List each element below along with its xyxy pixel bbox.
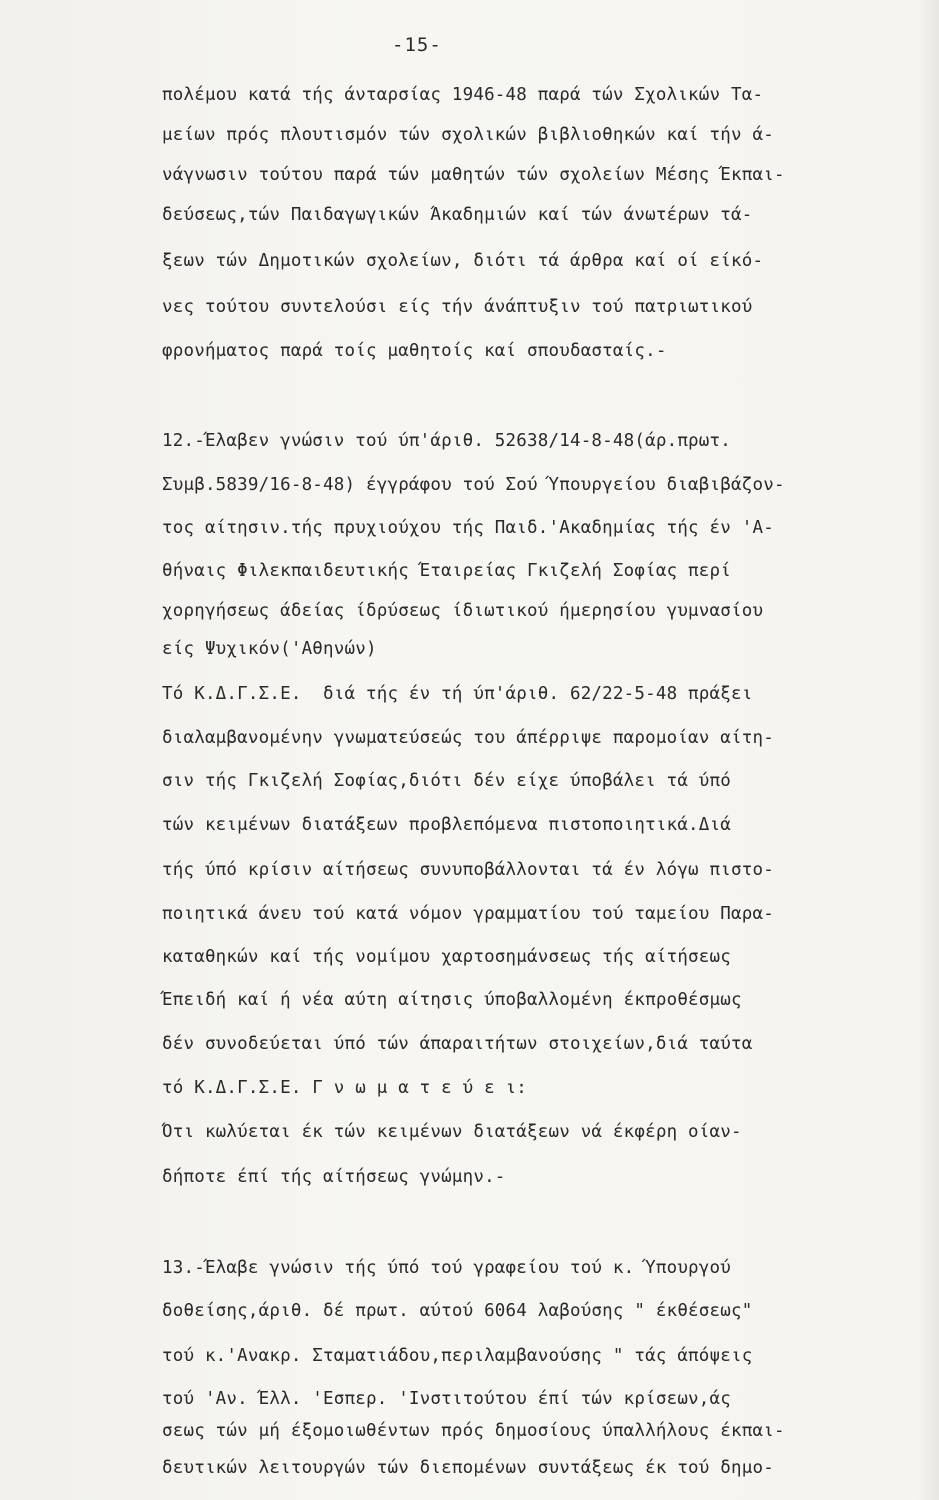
text-line: νάγνωσιν τούτου παρά τών μαθητών τών σχολείων Μέσης Έκπαι- xyxy=(162,165,785,185)
text-line: χορηγήσεως άδείας ίδρύσεως ίδιωτικού ήμερησίου γυμνασίου xyxy=(162,601,764,621)
text-line: Ότι κωλύεται έκ τών κειμένων διατάξεων νά έκφέρη οίαν- xyxy=(162,1122,742,1142)
text-line: δεύσεως,τών Παιδαγωγικών Άκαδημιών καί τών άνωτέρων τά- xyxy=(162,205,753,225)
text-line: 12.-Έλαβεν γνώσιν τού ύπ'άριθ. 52638/14-8-48(άρ.πρωτ. xyxy=(162,431,732,451)
text-line: ξεων τών Δημοτικών σχολείων, διότι τά άρθρα καί οί είκό- xyxy=(162,251,764,271)
text-line: μείων πρός πλουτισμόν τών σχολικών βιβλιοθηκών καί τήν ά- xyxy=(162,125,774,145)
text-line: πολέμου κατά τής άνταρσίας 1946-48 παρά τών Σχολικών Τα- xyxy=(162,85,764,105)
text-line: τό Κ.Δ.Γ.Σ.Ε. Γ ν ω μ α τ ε ύ ε ι: xyxy=(162,1078,528,1098)
text-line: διαλαμβανομένην γνωματεύσεώς του άπέρριψε παρομοίαν αίτη- xyxy=(162,728,774,748)
page-number: -15- xyxy=(392,34,442,56)
text-line: σεως τών μή έξομοιωθέντων πρός δημοσίους ύπαλλήλους έκπαι- xyxy=(162,1421,785,1441)
text-line: νες τούτου συντελούσι είς τήν άνάπτυξιν τού πατριωτικού xyxy=(162,297,753,317)
text-line: δήποτε έπί τής αίτήσεως γνώμην.- xyxy=(162,1167,506,1187)
text-line: δέν συνοδεύεται ύπό τών άπαραιτήτων στοιχείων,διά ταύτα xyxy=(162,1034,753,1054)
text-line: 13.-Έλαβε γνώσιν τής ύπό τού γραφείου τού κ. Ύπουργού xyxy=(162,1258,732,1278)
text-line: τών κειμένων διατάξεων προβλεπόμενα πιστοποιητικά.Διά xyxy=(162,815,732,835)
text-line: καταθηκών καί τής νομίμου χαρτοσημάνσεως τής αίτήσεως xyxy=(162,947,732,967)
text-line: δοθείσης,άριθ. δέ πρωτ. αύτού 6064 λαβούσης " έκθέσεως" xyxy=(162,1301,753,1321)
text-line: είς Ψυχικόν('Αθηνών) xyxy=(162,639,377,659)
text-line: τού 'Αν. Έλλ. 'Εσπερ. 'Ινστιτούτου έπί τών κρίσεων,άς xyxy=(162,1389,732,1409)
text-line: Έπειδή καί ή νέα αύτη αίτησις ύποβαλλομένη έκπροθέσμως xyxy=(162,990,742,1010)
text-line: φρονήματος παρά τοίς μαθητοίς καί σπουδασταίς.- xyxy=(162,341,667,361)
text-line: ποιητικά άνευ τού κατά νόμον γραμματίου τού ταμείου Παρα- xyxy=(162,904,774,924)
page-edge-shadow xyxy=(917,0,939,1500)
text-line: τος αίτησιν.τής πρυχιούχου τής Παιδ.'Ακαδημίας τής έν 'Α- xyxy=(162,518,774,538)
text-line: τού κ.'Ανακρ. Σταματιάδου,περιλαμβανούσης " τάς άπόψεις xyxy=(162,1346,753,1366)
text-line: Τό Κ.Δ.Γ.Σ.Ε. διά τής έν τή ύπ'άριθ. 62/22-5-48 πράξει xyxy=(162,684,753,704)
text-line: σιν τής Γκιζελή Σοφίας,διότι δέν είχε ύποβάλει τά ύπό xyxy=(162,771,732,791)
text-line: δευτικών λειτουργών τών διεπομένων συντάξεως έκ τού δημο- xyxy=(162,1458,774,1478)
text-line: τής ύπό κρίσιν αίτήσεως συνυποβάλλονται τά έν λόγω πιστο- xyxy=(162,860,774,880)
text-line: θήναις Φιλεκπαιδευτικής Έταιρείας Γκιζελή Σοφίας περί xyxy=(162,561,732,581)
text-line: Συμβ.5839/16-8-48) έγγράφου τού Σού Ύπουργείου διαβιβάζον- xyxy=(162,475,785,495)
